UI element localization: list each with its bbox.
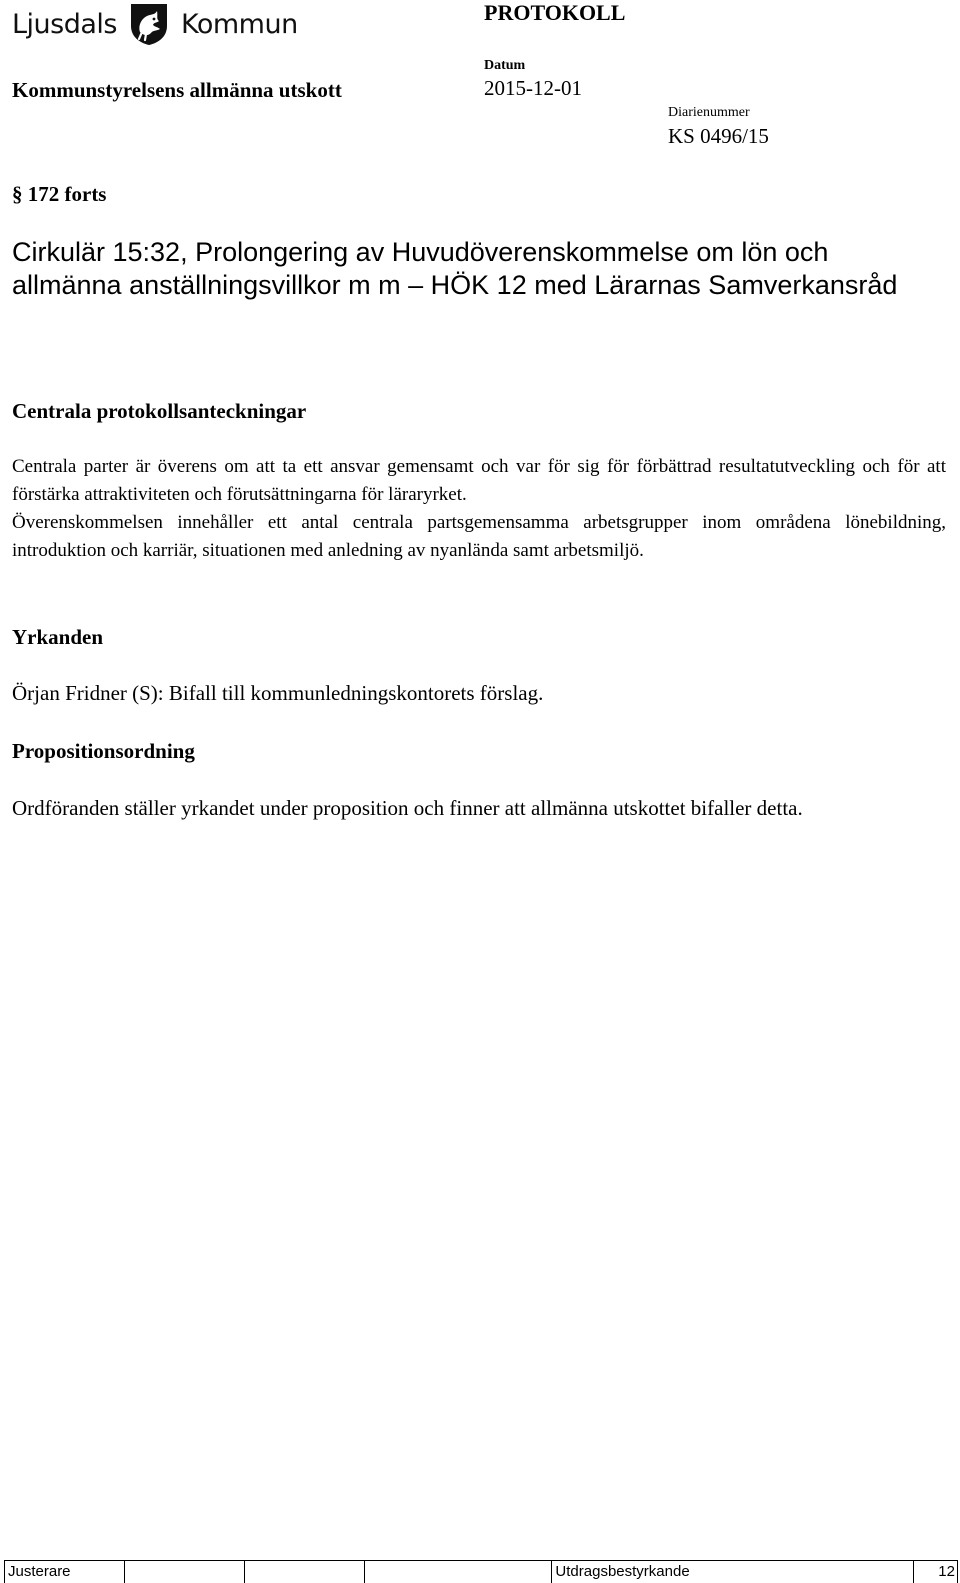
lion-crest-icon [127,2,171,46]
central-paragraph-2: Överenskommelsen innehåller ett antal centrala partsgemensamma arbetsgrupper inom områdena lönebildning, introduktion och karriär, situationen med anledning av nyanlända samt arbetsmiljö. [12,512,946,561]
footer-utdrag-cell [552,1561,914,1583]
committee-name: Kommunstyrelsens allmänna utskott [12,78,342,102]
central-notes-heading: Centrala protokollsanteckningar [12,399,307,423]
logo-text-right: Kommun [180,8,298,40]
logo [12,4,298,44]
footer-utdrag-label: Utdragsbestyrkande [555,1563,690,1580]
date-value: 2015-12-01 [484,76,582,100]
document-type: PROTOKOLL [484,0,626,25]
footer-justerare-cell [5,1561,125,1583]
footer-signature-table [4,1560,958,1583]
diary-number-label: Diarienummer [668,105,750,120]
yrkanden-text: Örjan Fridner (S): Bifall till kommunledningskontorets förslag. [12,681,544,705]
diary-number-value: KS 0496/15 [668,124,769,148]
section-number: § 172 forts [12,182,107,206]
central-paragraph-1: Centrala parter är överens om att ta ett ansvar gemensamt och var för sig för förbättrad resultatutveckling och för att förstärka attraktiviteten och förutsättningarna för läraryrket. [12,456,946,505]
section-title: Cirkulär 15:32, Prolongering av Huvudöverenskommelse om lön och allmänna anställningsvillkor m m – HÖK 12 med Lärarnas Samverkansråd [12,237,898,300]
proposition-heading: Propositionsordning [12,739,195,763]
yrkanden-heading: Yrkanden [12,625,104,649]
proposition-text: Ordföranden ställer yrkandet under proposition och finner att allmänna utskottet bifaller detta. [12,796,803,820]
footer-signature-cell [245,1561,365,1583]
footer-justerare-label: Justerare [8,1563,71,1580]
footer-signature-cell [125,1561,245,1583]
page-number: 12 [914,1561,958,1583]
footer-signature-cell [365,1561,553,1583]
central-notes-body [12,453,946,565]
date-label: Datum [484,58,526,73]
logo-text-left: Ljusdals [12,8,117,40]
